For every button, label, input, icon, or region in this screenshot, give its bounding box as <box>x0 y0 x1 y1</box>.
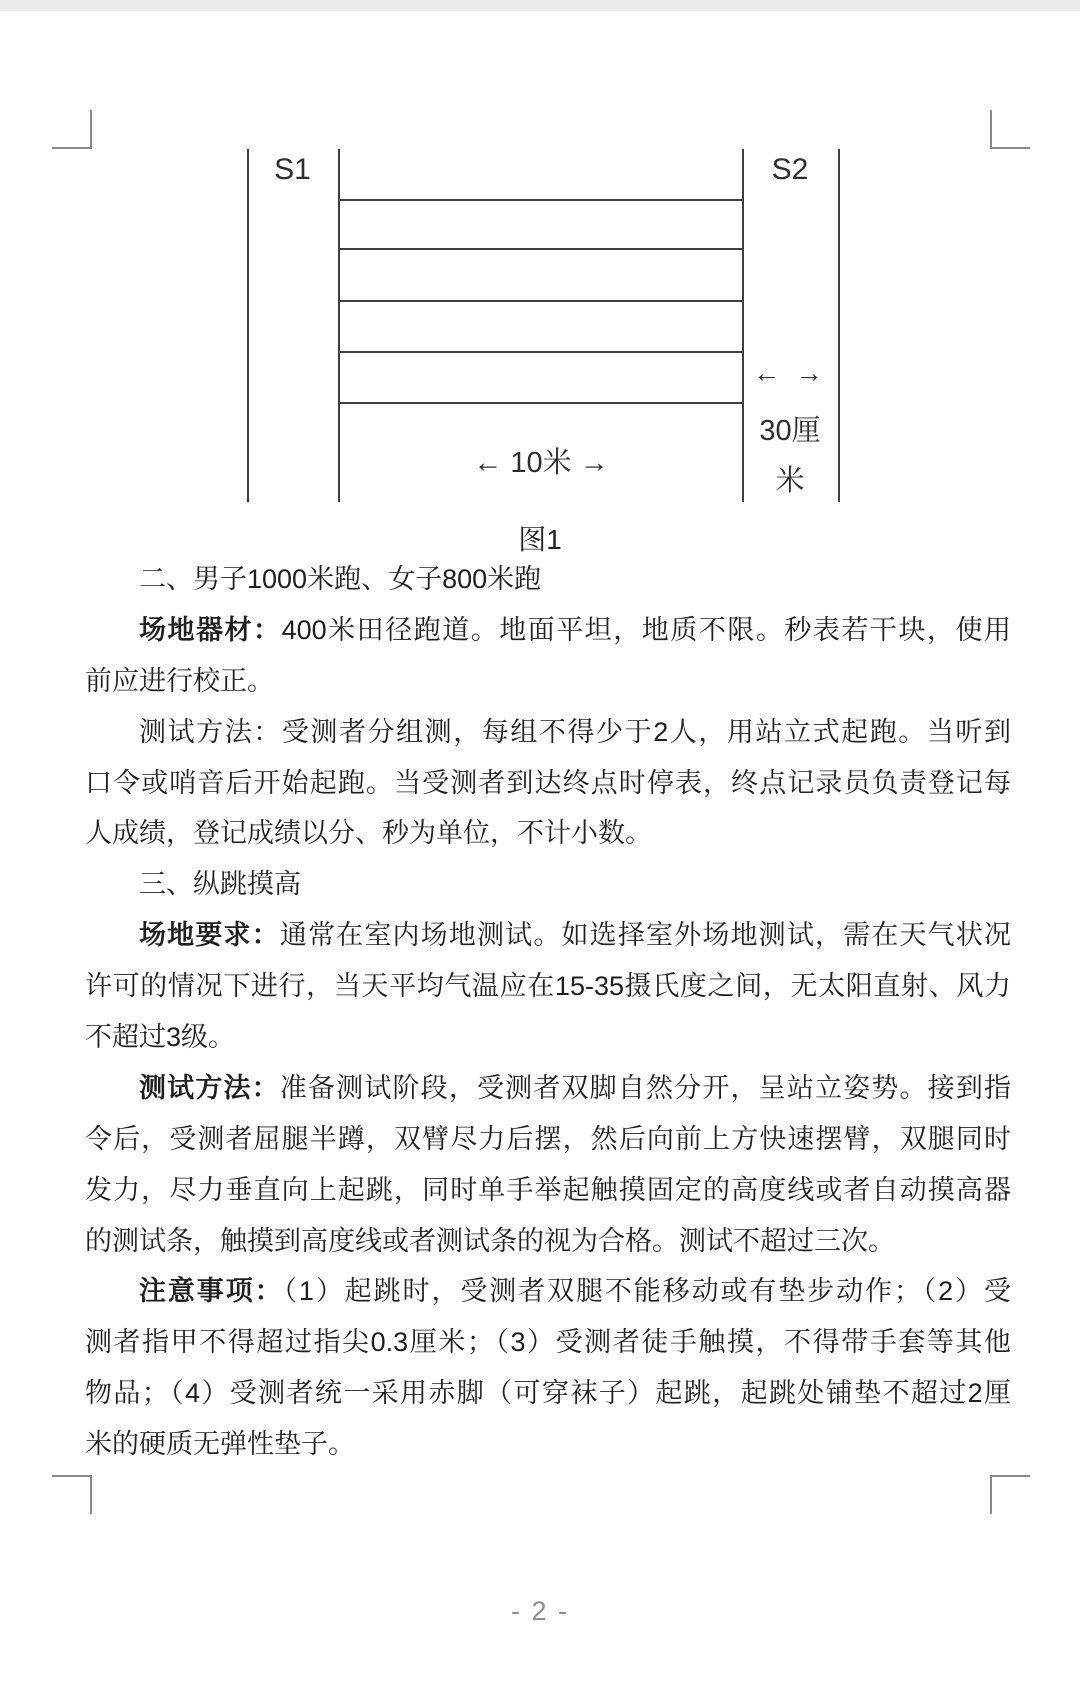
text-segment: 测者指甲不得超过指尖0.3厘米；（3）受测者徒手触摸，不得带手套等其他 <box>85 1327 1011 1358</box>
text-lines <box>85 554 1011 1470</box>
crop-mark-top-left <box>52 110 92 149</box>
text-segment: 三、纵跳摸高 <box>139 869 301 900</box>
text-line <box>85 961 1011 1012</box>
text-segment: 测试方法：受测者分组测，每组不得少于2人，用站立式起跑。当听到 <box>139 716 1011 747</box>
page-number: - 2 - <box>510 1596 569 1626</box>
text-line <box>85 1419 1011 1470</box>
text-segment: 前应进行校正。 <box>85 665 274 696</box>
text-line <box>85 1012 1011 1063</box>
text-segment: 二、男子1000米跑、女子800米跑 <box>139 564 542 594</box>
crop-mark-bottom-left <box>52 1475 92 1514</box>
text-segment: 口令或哨音后开始起跑。当受测者到达终点时停表，终点记录员负责登记每 <box>85 767 1011 798</box>
text-segment: 400米田径跑道。地面平坦，地质不限。秒表若干块，使用 <box>281 614 1011 645</box>
text-line <box>85 1317 1011 1368</box>
diagram-gap-width-label: 30厘 <box>759 415 821 447</box>
screenshot-top-strip <box>0 0 1080 11</box>
text-segment: 许可的情况下进行，当天平均气温应在15-35摄氏度之间，无太阳直射、风力 <box>85 971 1011 1002</box>
diagram-outer-left-line <box>247 149 249 502</box>
diagram-lane-line <box>338 402 744 404</box>
figure-caption: 图1 <box>518 524 562 555</box>
crop-mark-top-right <box>990 110 1030 149</box>
text-segment: 发力，尽力垂直向上起跳，同时单手举起触摸固定的高度线或者自动摸高器 <box>85 1174 1011 1205</box>
text-line <box>85 1063 1011 1114</box>
text-segment: 令后，受测者屈腿半蹲，双臂尽力后摆，然后向前上方快速摆臂，双腿同时 <box>85 1123 1011 1154</box>
diagram-gap-width-label: 米 <box>775 465 805 497</box>
diagram-label-s2: S2 <box>771 153 809 186</box>
text-segment: 物品；（4）受测者统一采用赤脚（可穿袜子）起跳，起跳处铺垫不超过2厘 <box>85 1378 1011 1409</box>
text-line <box>85 1216 1011 1267</box>
text-segment: 准备测试阶段，受测者双脚自然分开，呈站立姿势。接到指 <box>279 1072 1012 1103</box>
diagram-label-s1: S1 <box>274 153 311 186</box>
text-line <box>85 1114 1011 1165</box>
text-segment: 人成绩，登记成绩以分、秒为单位，不计小数。 <box>85 818 652 849</box>
text-line <box>85 910 1011 961</box>
text-line <box>85 707 1011 758</box>
bold-run-in-label: 场地要求： <box>139 920 280 951</box>
diagram-lane-line <box>338 300 744 302</box>
bold-run-in-label: 测试方法： <box>139 1072 280 1103</box>
diagram-outer-right-line <box>838 149 840 502</box>
diagram-lane-line <box>338 351 744 353</box>
text-line <box>85 1165 1011 1216</box>
diagram-lane-line <box>338 248 744 250</box>
text-line <box>85 1368 1011 1419</box>
crop-mark-bottom-right <box>990 1475 1030 1514</box>
text-line <box>85 605 1011 656</box>
text-line <box>85 1266 1011 1317</box>
diagram-gap-arrows-icon: ← → <box>753 358 827 388</box>
text-segment: 通常在室内场地测试。如选择室外场地测试，需在天气状况 <box>279 920 1012 951</box>
text-line <box>85 758 1011 809</box>
text-segment: 米的硬质无弹性垫子。 <box>85 1429 355 1460</box>
text-segment: 的测试条，触摸到高度线或者测试条的视为合格。测试不超过三次。 <box>85 1225 895 1256</box>
text-line <box>85 859 1011 910</box>
bold-run-in-label: 注意事项： <box>139 1276 284 1307</box>
text-segment: 不超过3级。 <box>85 1022 236 1053</box>
text-line <box>85 656 1011 707</box>
text-segment: （1）起跳时，受测者双腿不能移动或有垫步动作；（2）受 <box>283 1276 1012 1307</box>
bold-run-in-label: 场地器材： <box>139 614 282 645</box>
text-line <box>85 808 1011 859</box>
text-line <box>85 554 1011 605</box>
diagram-lane-length-label: ← 10米 → <box>473 447 609 479</box>
diagram-lane-line <box>338 199 744 201</box>
